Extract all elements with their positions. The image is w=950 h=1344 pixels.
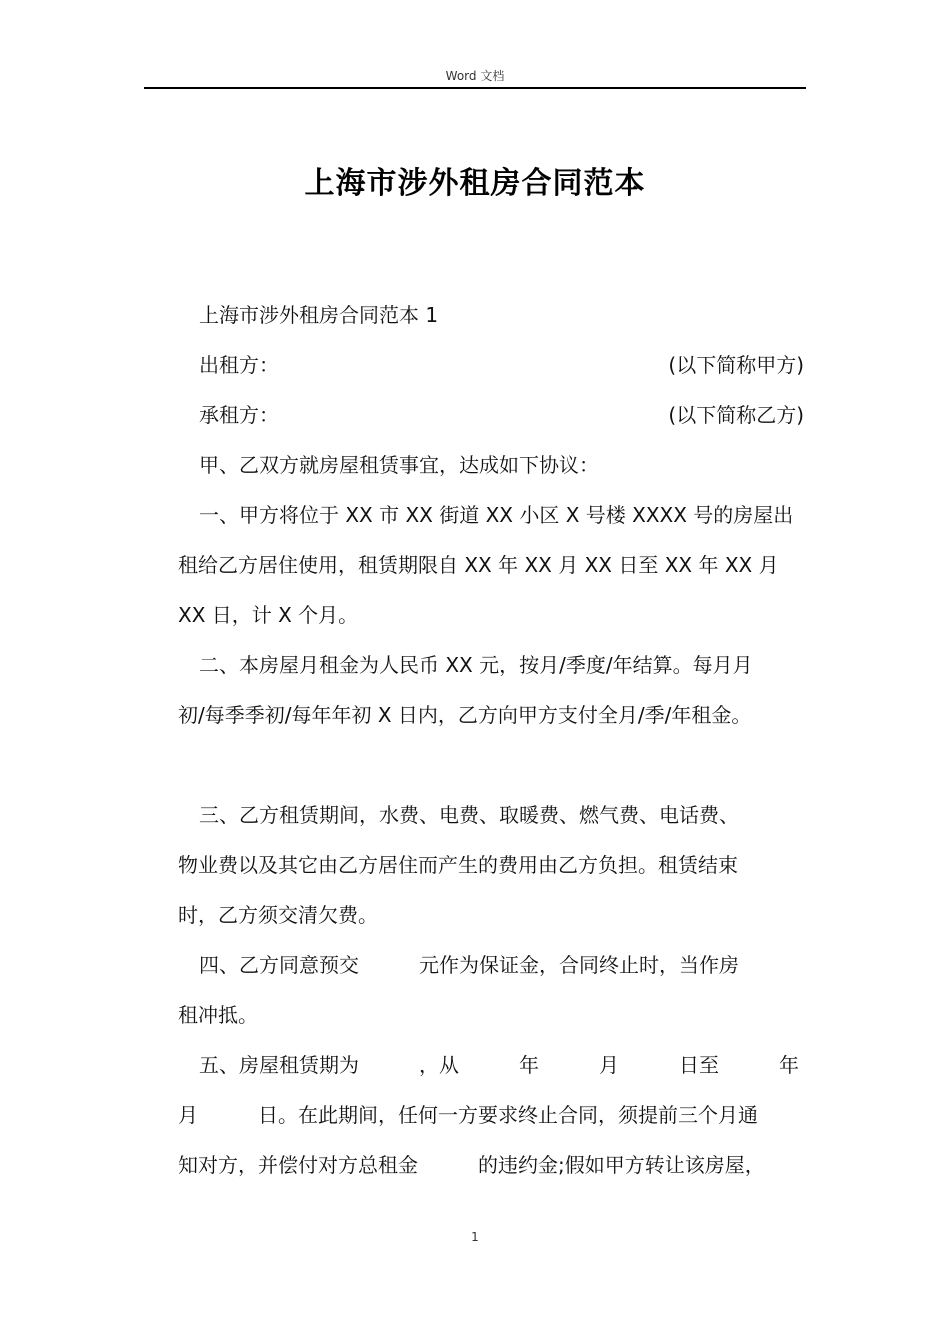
lessee-label: 承租方： (199, 403, 279, 427)
clause-4-line-1: 四、乙方同意预交 元作为保证金，合同终止时，当作房 (199, 953, 739, 977)
lessee-note: (以下简称乙方) (668, 403, 804, 427)
clause-1-line-2: 租给乙方居住使用，租赁期限自 XX 年 XX 月 XX 日至 XX 年 XX 月 (178, 553, 779, 577)
clause-3-line-1: 三、乙方租赁期间，水费、电费、取暖费、燃气费、电话费、 (199, 803, 739, 827)
clause-1-line-3: XX 日，计 X 个月。 (178, 603, 359, 627)
lessor-note: (以下简称甲方) (668, 353, 804, 377)
contract-subtitle: 上海市涉外租房合同范本 1 (199, 303, 439, 327)
clause-4-line-2: 租冲抵。 (178, 1003, 258, 1027)
clause-5-line-2: 月 日。在此期间，任何一方要求终止合同，须提前三个月通 (178, 1103, 758, 1127)
clause-3-line-3: 时，乙方须交清欠费。 (178, 903, 378, 927)
clause-1-line-1: 一、甲方将位于 XX 市 XX 街道 XX 小区 X 号楼 XXXX 号的房屋出 (199, 503, 794, 527)
clause-2-line-2: 初/每季季初/每年年初 X 日内，乙方向甲方支付全月/季/年租金。 (178, 703, 752, 727)
agreement-intro: 甲、乙双方就房屋租赁事宜，达成如下协议： (199, 453, 599, 477)
clause-3-line-2: 物业费以及其它由乙方居住而产生的费用由乙方负担。租赁结束 (178, 853, 738, 877)
clause-2-line-1: 二、本房屋月租金为人民币 XX 元，按月/季度/年结算。每月月 (199, 653, 753, 677)
clause-5-line-1: 五、房屋租赁期为 ，从 年 月 日至 年 (199, 1053, 799, 1077)
lessor-row (178, 340, 818, 390)
document-body (178, 290, 818, 1190)
blank-line (178, 740, 818, 790)
page-header: Word 文档 (445, 69, 505, 83)
page-number: 1 (471, 1230, 479, 1244)
clause-5-line-3: 知对方，并偿付对方总租金 的违约金;假如甲方转让该房屋， (178, 1153, 765, 1177)
document-title: 上海市涉外租房合同范本 (304, 166, 646, 201)
lessor-label: 出租方： (199, 353, 279, 377)
header-divider (144, 87, 806, 89)
lessee-row (178, 390, 818, 440)
